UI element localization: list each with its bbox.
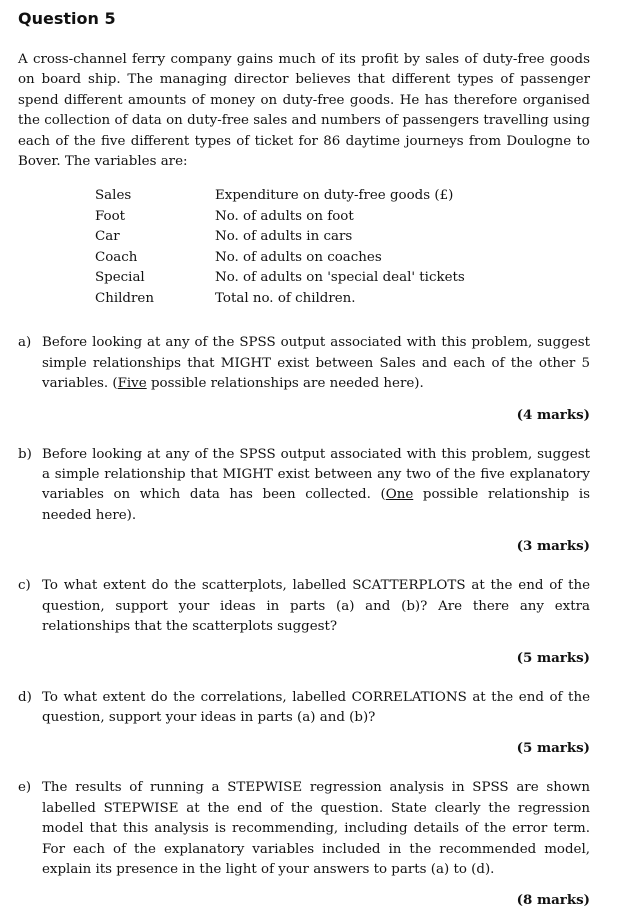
variable-row [95,207,590,228]
variable-description: No. of adults on coaches [215,249,382,265]
variable-description: Total no. of children. [215,290,356,306]
variable-row [95,268,590,289]
variable-row [95,248,590,269]
question-d [18,688,590,759]
question-text: Before looking at any of the SPSS output associated with this problem, suggest simple relationships that MIGHT exist between Sales and each of the other 5 variables. (Five possible relationships are needed here). [42,335,590,392]
marks-label: (5 marks) [516,740,590,757]
emphasis-word: Five [117,376,147,392]
variable-name: Children [95,290,154,306]
variable-name: Sales [95,188,132,204]
question-b [18,445,590,557]
question-page [18,8,590,910]
question-a [18,333,590,424]
variable-name: Coach [95,249,138,265]
marks-label: (3 marks) [516,538,590,555]
question-letter: a) [18,335,32,351]
question-c [18,576,590,667]
variable-description: Expenditure on duty-free goods (£) [215,188,454,204]
question-e [18,778,590,910]
question-text: Before looking at any of the SPSS output associated with this problem, suggest a simple relationship that MIGHT exist between any two of the five explanatory variables on which data has been collected. (One possible relationship is needed here). [42,446,591,523]
question-letter: d) [18,689,32,705]
variable-description: No. of adults in cars [215,229,353,245]
intro-paragraph: A cross-channel ferry company gains much of its profit by sales of duty-free goods on board ship. The managing director believes that different types of passenger spend different amounts of money on duty-free goods. He has therefore organised the collection of data on duty-free sales and numbers of passengers travelling using each of the five different types of ticket for 86 daytime journeys from Doulogne to Bover. The variables are: [18,52,590,170]
marks-label: (5 marks) [516,649,590,666]
question-text: The results of running a STEPWISE regression analysis in SPSS are shown labelled STEPWISE at the end of the question. State clearly the regression model that this analysis is recommending, including details of the error term. For each of the explanatory variables included in the recommended model, explain its presence in the light of your answers to parts (a) to (d). [42,780,590,877]
question-letter: c) [18,578,31,594]
marks-label: (4 marks) [516,406,590,423]
question-text: To what extent do the scatterplots, labelled SCATTERPLOTS at the end of the question, support your ideas in parts (a) and (b)? Are there any extra relationships that the scatterplots suggest? [42,578,590,635]
variables-list [95,186,590,309]
variable-name: Car [95,229,120,245]
variable-row [95,186,590,207]
marks-label: (8 marks) [516,892,590,909]
emphasis-word: One [385,487,414,503]
question-letter: b) [18,446,32,462]
variable-row [95,289,590,310]
variable-name: Foot [95,208,126,224]
variable-description: No. of adults on 'special deal' tickets [215,270,465,286]
question-letter: e) [18,780,32,796]
variable-row [95,227,590,248]
question-title: Question 5 [18,9,116,28]
variable-name: Special [95,270,145,286]
question-text: To what extent do the correlations, labelled CORRELATIONS at the end of the question, support your ideas in parts (a) and (b)? [42,689,590,725]
variable-description: No. of adults on foot [215,208,354,224]
